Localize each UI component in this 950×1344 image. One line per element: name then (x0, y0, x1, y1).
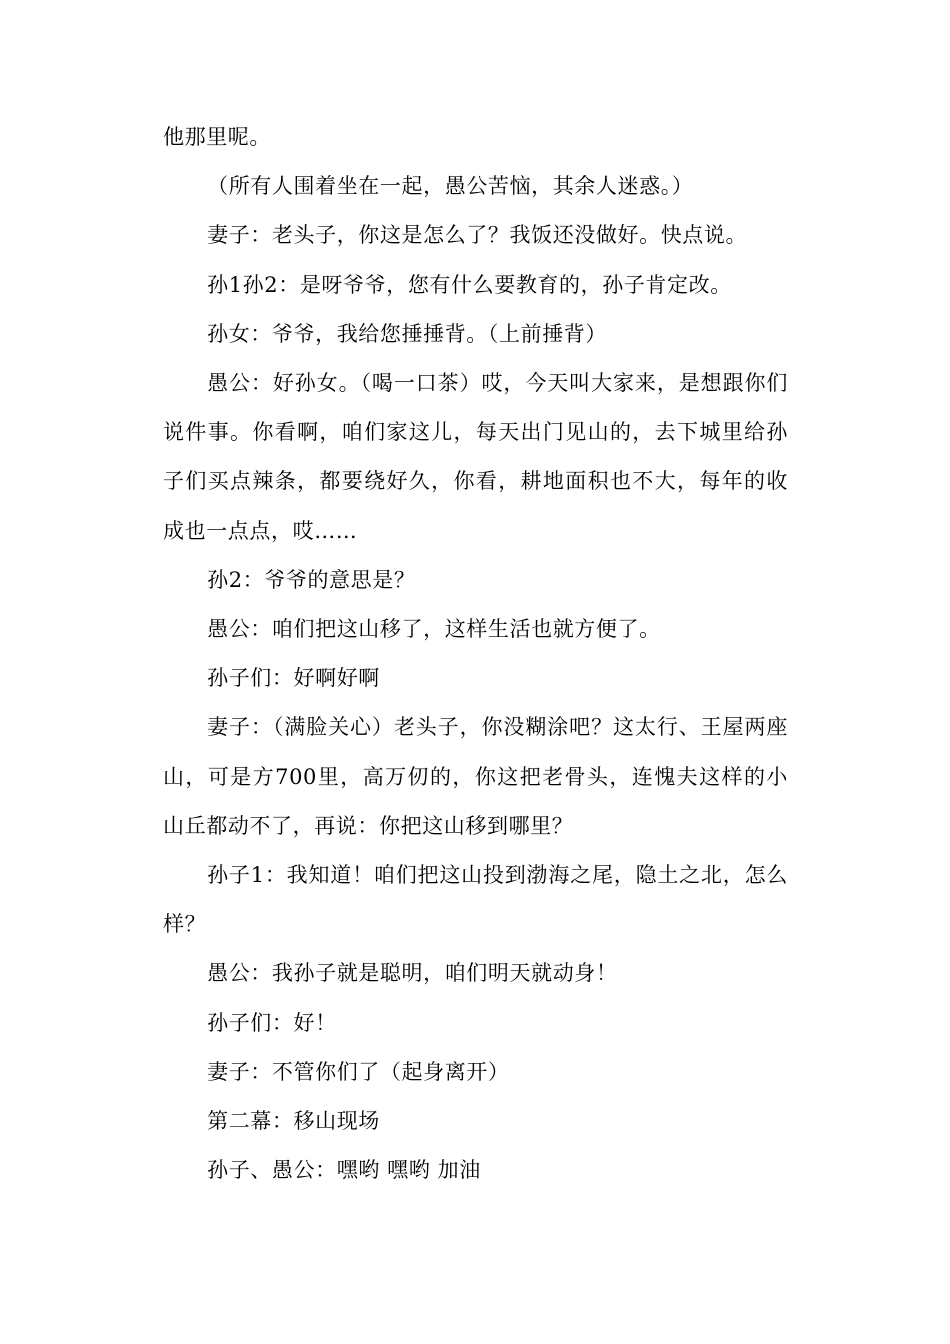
dialogue-line: 孙子们：好！ (207, 1010, 337, 1035)
dialogue-line: 妻子：不管你们了（起身离开） (207, 1059, 510, 1084)
paragraph-continuation: 他那里呢。 (163, 125, 271, 149)
dialogue-line: 愚公：好孙女。（喝一口茶）哎，今天叫大家来，是想跟你们说件事。你看啊，咱们家这儿，每天出门见山的，去下城里给孙子们买点辣条，都要绕好久，你看，耕地面积也不大，每年的收成也一点点，哎…… (163, 371, 788, 543)
dialogue-line: 孙2：爷爷的意思是？ (207, 567, 416, 592)
dialogue-line: 孙1孙2：是呀爷爷，您有什么要教育的，孙子肯定改。 (207, 272, 732, 297)
dialogue-line: 愚公：我孙子就是聪明，咱们明天就动身！ (207, 961, 618, 986)
document-body (163, 113, 788, 1195)
dialogue-line: 孙子1：我知道！咱们把这山投到渤海之尾，隐土之北，怎么样？ (163, 863, 788, 937)
dialogue-line: 孙子、愚公：嘿哟 嘿哟 加油 (207, 1158, 481, 1183)
dialogue-line: 愚公：咱们把这山移了，这样生活也就方便了。 (207, 617, 661, 642)
dialogue-line: 妻子：（满脸关心）老头子，你没糊涂吧？这太行、王屋两座山，可是方700里，高万仞的，你这把老骨头，连愧夫这样的小山丘都动不了，再说：你把这山移到哪里？ (163, 715, 788, 838)
scene-heading: 第二幕：移山现场 (207, 1109, 380, 1134)
dialogue-line: 妻子：老头子，你这是怎么了？我饭还没做好。快点说。 (207, 223, 748, 248)
dialogue-line: 孙女：爷爷，我给您捶捶背。（上前捶背） (207, 321, 607, 346)
dialogue-line: 孙子们：好啊好啊 (207, 666, 380, 691)
stage-direction: （所有人围着坐在一起，愚公苦恼，其余人迷惑。） (207, 174, 694, 199)
